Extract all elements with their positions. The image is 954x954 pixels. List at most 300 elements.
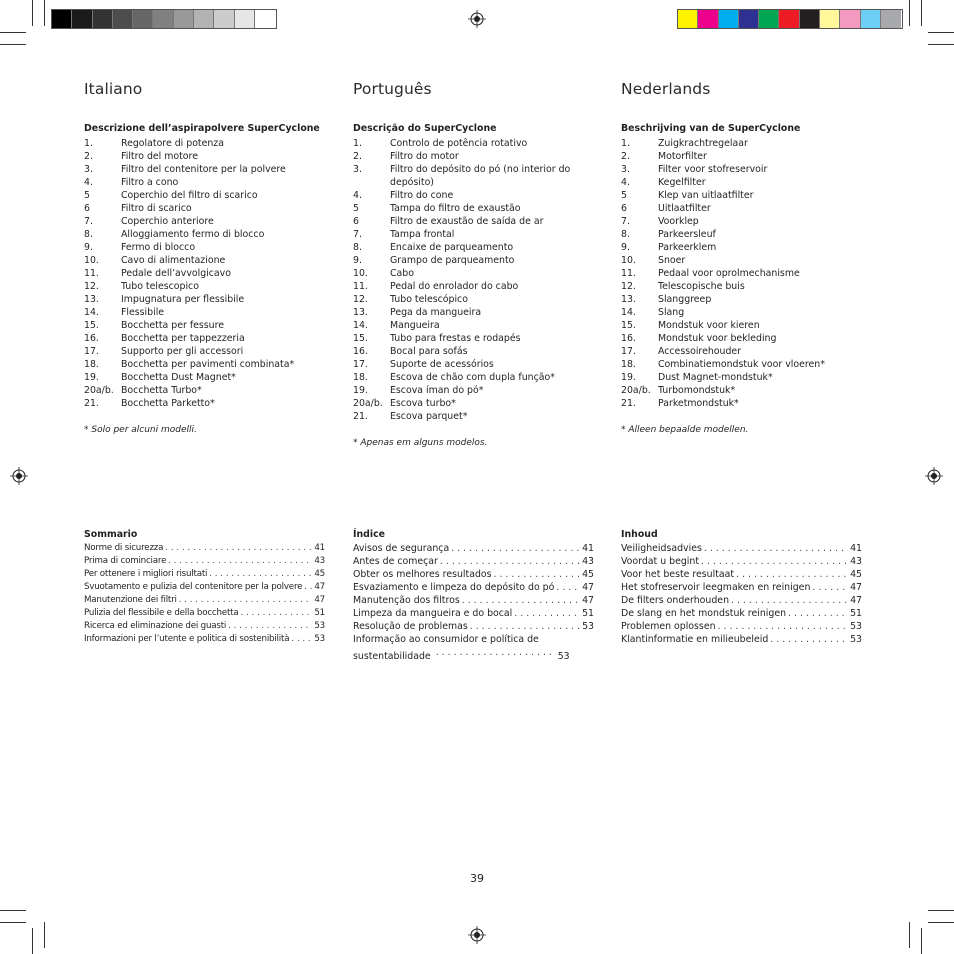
gray-swatch: [133, 10, 153, 28]
toc-entry-label: Voor het beste resultaat: [621, 568, 735, 580]
toc-entry-label: Obter os melhores resultados: [353, 568, 492, 580]
list-item: [84, 215, 329, 228]
item-number: 1.: [84, 137, 93, 149]
item-text: Pega da mangueira: [390, 307, 482, 319]
list-item: [621, 176, 866, 189]
process-swatch: [800, 10, 820, 28]
toc-leader: [770, 633, 848, 646]
list-item: [621, 241, 866, 254]
list-item: [621, 189, 866, 202]
footnote: * Apenas em alguns modelos.: [353, 438, 488, 448]
item-text: Filtro a cono: [121, 176, 179, 188]
list-item: [621, 215, 866, 228]
item-text: Coperchio del filtro di scarico: [121, 189, 258, 201]
item-text: Regolatore di potenza: [121, 137, 224, 149]
item-number: 14.: [353, 320, 368, 332]
toc-entry-label: Ricerca ed eliminazione dei guasti: [84, 620, 227, 631]
list-item: [621, 371, 866, 384]
item-number: 17.: [353, 359, 368, 371]
toc-page-number: 41: [582, 542, 594, 554]
item-text: Slanggreep: [658, 294, 712, 306]
footnote: * Solo per alcuni modelli.: [84, 425, 197, 435]
list-item: [84, 254, 329, 267]
item-text: Uitlaatfilter: [658, 202, 711, 214]
item-number: 11.: [84, 267, 99, 279]
toc-leader: [494, 568, 581, 581]
toc-entry[interactable]: [621, 620, 862, 633]
toc-entry[interactable]: [353, 568, 594, 581]
list-item: [353, 358, 597, 371]
toc-entry-label: Pulizia del flessibile e della bocchetta: [84, 607, 239, 618]
toc-entry[interactable]: [353, 633, 594, 663]
item-text: Mondstuk voor bekleding: [658, 333, 777, 345]
item-number: 14.: [621, 307, 636, 319]
gray-swatch: [72, 10, 92, 28]
footnote: * Alleen bepaalde modellen.: [621, 425, 749, 435]
toc-entry-label: Prima di cominciare: [84, 555, 167, 566]
item-number: 4.: [621, 176, 630, 188]
toc-entry-label: Esvaziamento e limpeza do depósito do pó: [353, 581, 555, 593]
item-text: Pedale dell’avvolgicavo: [121, 267, 231, 279]
description-title: Descrição do SuperCyclone: [353, 123, 497, 134]
list-item: [353, 189, 597, 202]
item-number: 19.: [84, 372, 99, 384]
toc-entry[interactable]: [621, 581, 862, 594]
item-text: Encaixe de parqueamento: [390, 241, 514, 253]
item-number: 10.: [84, 254, 99, 266]
list-item: [353, 228, 597, 241]
language-heading: Nederlands: [621, 80, 711, 98]
toc-entry[interactable]: [84, 542, 325, 555]
toc-entry-label: Per ottenere i migliori risultati: [84, 568, 208, 579]
item-number: 3.: [84, 163, 93, 175]
item-number: 2.: [621, 150, 630, 162]
item-text: Accessoirehouder: [658, 346, 742, 358]
toc-entry[interactable]: [84, 620, 325, 633]
list-item: [621, 267, 866, 280]
process-swatch: [861, 10, 881, 28]
process-swatch: [759, 10, 779, 28]
item-text: Cabo: [390, 267, 414, 279]
item-number: 17.: [621, 346, 636, 358]
parts-list: [353, 137, 597, 424]
item-number: 8.: [621, 228, 630, 240]
item-number: 16.: [353, 346, 368, 358]
toc-leader: [788, 607, 848, 620]
item-number: 16.: [84, 333, 99, 345]
toc-leader: [701, 555, 848, 568]
item-text: Klep van uitlaatfilter: [658, 189, 754, 201]
list-item: [84, 202, 329, 215]
item-text: Grampo de parqueamento: [390, 254, 515, 266]
item-text: Mangueira: [390, 320, 440, 332]
list-item: [621, 137, 866, 150]
list-item: [84, 150, 329, 163]
registration-mark-top-icon: [468, 10, 486, 28]
item-text: Filtro de exaustão de saída de ar: [390, 215, 544, 227]
toc-leader: [470, 620, 580, 633]
toc-entry-label: Het stofreservoir leegmaken en reinigen: [621, 581, 811, 593]
toc-leader: [731, 594, 848, 607]
list-item: [621, 345, 866, 358]
toc-page-number: 43: [314, 555, 325, 566]
item-text: Mondstuk voor kieren: [658, 320, 760, 332]
process-swatch: [739, 10, 759, 28]
toc-entry[interactable]: [84, 594, 325, 607]
toc-entry[interactable]: [84, 633, 325, 646]
item-text: Cavo di alimentazione: [121, 254, 226, 266]
list-item: [84, 332, 329, 345]
process-swatch: [678, 10, 698, 28]
item-number: 19.: [353, 385, 368, 397]
item-number: 14.: [84, 307, 99, 319]
toc-entry-label: Voordat u begint: [621, 555, 700, 567]
item-text: Bocal para sofás: [390, 346, 468, 358]
toc-leader: [556, 581, 580, 594]
item-number: 7.: [353, 228, 362, 240]
gray-color-bar: [51, 9, 277, 29]
item-text: Escova parquet*: [390, 411, 468, 423]
item-text: Parkeerklem: [658, 241, 717, 253]
item-number: 20a/b.: [353, 398, 383, 410]
process-color-bar: [677, 9, 903, 29]
item-number: 19.: [621, 372, 636, 384]
list-item: [353, 267, 597, 280]
toc-page-number: 43: [850, 555, 862, 567]
gray-swatch: [174, 10, 194, 28]
toc-entry-label: Limpeza da mangueira e do bocal: [353, 607, 513, 619]
item-text: Filtro do depósito do pó (no interior do depósito): [390, 163, 571, 188]
item-text: Supporto per gli accessori: [121, 346, 244, 358]
item-text: Bocchetta Parketto*: [121, 398, 215, 410]
item-number: 12.: [84, 281, 99, 293]
toc-leader: [812, 581, 848, 594]
item-text: Flessibile: [121, 307, 165, 319]
item-number: 3.: [621, 163, 630, 175]
toc-entry[interactable]: [621, 607, 862, 620]
toc-leader: [228, 620, 312, 633]
list-item: [84, 358, 329, 371]
toc-leader: [462, 594, 580, 607]
item-text: Telescopische buis: [658, 281, 745, 293]
item-text: Coperchio anteriore: [121, 215, 214, 227]
toc-page-number: 53: [314, 633, 325, 644]
list-item: [84, 280, 329, 293]
item-text: Filtro di scarico: [121, 202, 192, 214]
list-item: [84, 267, 329, 280]
toc-entry[interactable]: [353, 607, 594, 620]
table-of-contents: [84, 542, 325, 646]
item-text: Escova de chão com dupla função*: [390, 372, 555, 384]
toc-page-number: 43: [582, 555, 594, 567]
list-item: [353, 163, 597, 189]
toc-entry-label: Informazioni per l’utente e politica di sostenibilità: [84, 633, 290, 644]
item-text: Impugnatura per flessibile: [121, 294, 245, 306]
item-number: 21.: [621, 398, 636, 410]
toc-page-number: 51: [314, 607, 325, 618]
list-item: [84, 163, 329, 176]
item-text: Filtro do motor: [390, 150, 459, 162]
toc-page-number: 47: [850, 581, 862, 593]
list-item: [353, 319, 597, 332]
toc-title: Sommario: [84, 529, 138, 540]
list-item: [353, 397, 597, 410]
list-item: [84, 345, 329, 358]
process-swatch: [881, 10, 901, 28]
process-swatch: [719, 10, 739, 28]
gray-swatch: [235, 10, 255, 28]
item-number: 13.: [84, 294, 99, 306]
toc-entry[interactable]: [621, 594, 862, 607]
gray-swatch: [52, 10, 72, 28]
toc-entry-label: Norme di sicurezza: [84, 542, 164, 553]
item-text: Bocchetta Turbo*: [121, 385, 202, 397]
item-number: 12.: [621, 281, 636, 293]
toc-entry[interactable]: [353, 581, 594, 594]
list-item: [84, 189, 329, 202]
item-text: Alloggiamento fermo di blocco: [121, 228, 265, 240]
item-text: Dust Magnet-mondstuk*: [658, 372, 773, 384]
item-text: Tubo para frestas e rodapés: [390, 333, 521, 345]
toc-entry[interactable]: [84, 568, 325, 581]
toc-page-number: 53: [582, 620, 594, 632]
item-text: Filtro del contenitore per la polvere: [121, 163, 286, 175]
item-number: 15.: [353, 333, 368, 345]
item-number: 4.: [353, 189, 362, 201]
list-item: [621, 280, 866, 293]
table-of-contents: [621, 542, 862, 646]
item-text: Escova íman do pó*: [390, 385, 484, 397]
language-heading: Italiano: [84, 80, 143, 98]
item-text: Bocchetta per fessure: [121, 320, 225, 332]
item-number: 8.: [353, 241, 362, 253]
page-number: 39: [470, 872, 484, 885]
toc-entry-label: Veiligheidsadvies: [621, 542, 702, 554]
toc-leader: [168, 555, 312, 568]
list-item: [353, 306, 597, 319]
toc-page-number: 45: [314, 568, 325, 579]
list-item: [353, 241, 597, 254]
item-text: Tubo telescopico: [121, 281, 199, 293]
item-text: Escova turbo*: [390, 398, 456, 410]
list-item: [621, 384, 866, 397]
item-number: 1.: [621, 137, 630, 149]
language-heading: Português: [353, 80, 432, 98]
toc-entry[interactable]: [84, 555, 325, 568]
toc-leader: [440, 555, 580, 568]
toc-leader: [514, 607, 580, 620]
item-number: 9.: [84, 241, 93, 253]
item-number: 6: [84, 202, 90, 214]
item-number: 6: [353, 215, 359, 227]
item-text: Bocchetta per tappezzeria: [121, 333, 245, 345]
list-item: [621, 319, 866, 332]
item-number: 9.: [621, 241, 630, 253]
item-number: 7.: [621, 215, 630, 227]
toc-leader: [436, 646, 556, 659]
list-item: [84, 241, 329, 254]
list-item: [621, 358, 866, 371]
item-text: Tubo telescópico: [390, 294, 468, 306]
item-number: 16.: [621, 333, 636, 345]
item-number: 7.: [84, 215, 93, 227]
toc-entry[interactable]: [353, 542, 594, 555]
toc-entry-label: De slang en het mondstuk reinigen: [621, 607, 787, 619]
item-number: 2.: [353, 150, 362, 162]
item-text: Voorklep: [658, 215, 699, 227]
item-text: Zuigkrachtregelaar: [658, 137, 748, 149]
toc-leader: [736, 568, 848, 581]
toc-entry-label: Antes de começar: [353, 555, 438, 567]
gray-swatch: [255, 10, 275, 28]
item-text: Turbomondstuk*: [658, 385, 736, 397]
list-item: [353, 293, 597, 306]
item-text: Slang: [658, 307, 685, 319]
item-text: Combinatiemondstuk voor vloeren*: [658, 359, 825, 371]
item-text: Bocchetta per pavimenti combinata*: [121, 359, 295, 371]
list-item: [84, 176, 329, 189]
toc-page-number: 53: [850, 620, 862, 632]
item-text: Motorfilter: [658, 150, 707, 162]
list-item: [353, 332, 597, 345]
list-item: [621, 306, 866, 319]
toc-entry-label: Svuotamento e pulizia del contenitore per la polvere: [84, 581, 303, 592]
toc-entry[interactable]: [353, 594, 594, 607]
toc-entry-label: Avisos de segurança: [353, 542, 450, 554]
toc-entry[interactable]: [84, 607, 325, 620]
list-item: [621, 332, 866, 345]
toc-page-number: 51: [582, 607, 594, 619]
item-number: 15.: [621, 320, 636, 332]
toc-entry[interactable]: [621, 633, 862, 646]
toc-entry[interactable]: [621, 542, 862, 555]
toc-entry[interactable]: [621, 568, 862, 581]
item-number: 17.: [84, 346, 99, 358]
list-item: [353, 254, 597, 267]
item-text: Snoer: [658, 254, 686, 266]
list-item: [84, 371, 329, 384]
item-text: Controlo de potência rotativo: [390, 137, 528, 149]
item-text: Filtro do cone: [390, 189, 454, 201]
toc-page-number: 47: [314, 594, 325, 605]
list-item: [353, 345, 597, 358]
list-item: [353, 410, 597, 423]
toc-entry[interactable]: [353, 620, 594, 633]
item-number: 13.: [353, 307, 368, 319]
item-number: 3.: [353, 163, 362, 175]
item-text: Pedal do enrolador do cabo: [390, 281, 519, 293]
item-text: Fermo di blocco: [121, 241, 196, 253]
toc-leader: [209, 568, 312, 581]
toc-page-number: 47: [582, 581, 594, 593]
list-item: [353, 137, 597, 150]
item-number: 18.: [353, 372, 368, 384]
item-number: 15.: [84, 320, 99, 332]
toc-entry-label: Manutenzione dei filtri: [84, 594, 177, 605]
item-number: 8.: [84, 228, 93, 240]
list-item: [353, 371, 597, 384]
toc-entry-label: Problemen oplossen: [621, 620, 716, 632]
item-text: Tampa do filtro de exaustão: [390, 202, 521, 214]
toc-leader: [165, 542, 312, 555]
toc-title: Inhoud: [621, 529, 658, 540]
toc-page-number: 53: [314, 620, 325, 631]
toc-page-number: 47: [314, 581, 325, 592]
item-number: 10.: [353, 267, 368, 279]
toc-leader: [179, 594, 313, 607]
table-of-contents: [353, 542, 594, 663]
toc-page-number: 45: [582, 568, 594, 580]
toc-page-number: 53: [850, 633, 862, 645]
item-number: 20a/b.: [621, 385, 651, 397]
registration-mark-right-icon: [925, 467, 943, 485]
item-number: 18.: [84, 359, 99, 371]
item-number: 21.: [84, 398, 99, 410]
list-item: [621, 150, 866, 163]
toc-entry-label: Informação ao consumidor e política de sustentabilidade: [353, 633, 539, 662]
list-item: [621, 163, 866, 176]
toc-entry-label: Resolução de problemas: [353, 620, 468, 632]
gray-swatch: [113, 10, 133, 28]
toc-title: Índice: [353, 529, 386, 540]
item-number: 11.: [621, 267, 636, 279]
list-item: [353, 202, 597, 215]
list-item: [353, 150, 597, 163]
toc-leader: [704, 542, 848, 555]
toc-entry[interactable]: [621, 555, 862, 568]
process-swatch: [840, 10, 860, 28]
item-number: 5: [84, 189, 90, 201]
toc-entry-label: Klantinformatie en milieubeleid: [621, 633, 769, 645]
item-text: Filtro del motore: [121, 150, 198, 162]
item-text: Suporte de acessórios: [390, 359, 494, 371]
list-item: [84, 306, 329, 319]
list-item: [84, 228, 329, 241]
toc-entry[interactable]: [84, 581, 325, 594]
toc-entry-label: Manutenção dos filtros: [353, 594, 460, 606]
toc-page-number: 51: [850, 607, 862, 619]
parts-list: [84, 137, 329, 411]
toc-page-number: 45: [850, 568, 862, 580]
toc-page-number: 41: [314, 542, 325, 553]
item-number: 6: [621, 202, 627, 214]
list-item: [84, 137, 329, 150]
toc-leader: [451, 542, 580, 555]
item-number: 5: [353, 202, 359, 214]
toc-leader: [241, 607, 313, 620]
list-item: [621, 254, 866, 267]
description-title: Descrizione dell’aspirapolvere SuperCyclone: [84, 123, 320, 134]
toc-entry[interactable]: [353, 555, 594, 568]
list-item: [621, 228, 866, 241]
list-item: [84, 319, 329, 332]
gray-swatch: [214, 10, 234, 28]
item-number: 18.: [621, 359, 636, 371]
item-text: Pedaal voor oprolmechanisme: [658, 267, 800, 279]
toc-leader: [291, 633, 312, 646]
item-number: 9.: [353, 254, 362, 266]
toc-leader: [718, 620, 849, 633]
list-item: [621, 202, 866, 215]
process-swatch: [779, 10, 799, 28]
list-item: [84, 293, 329, 306]
item-number: 21.: [353, 411, 368, 423]
item-number: 5: [621, 189, 627, 201]
registration-mark-left-icon: [10, 467, 28, 485]
item-text: Tampa frontal: [390, 228, 455, 240]
item-number: 1.: [353, 137, 362, 149]
item-number: 11.: [353, 281, 368, 293]
